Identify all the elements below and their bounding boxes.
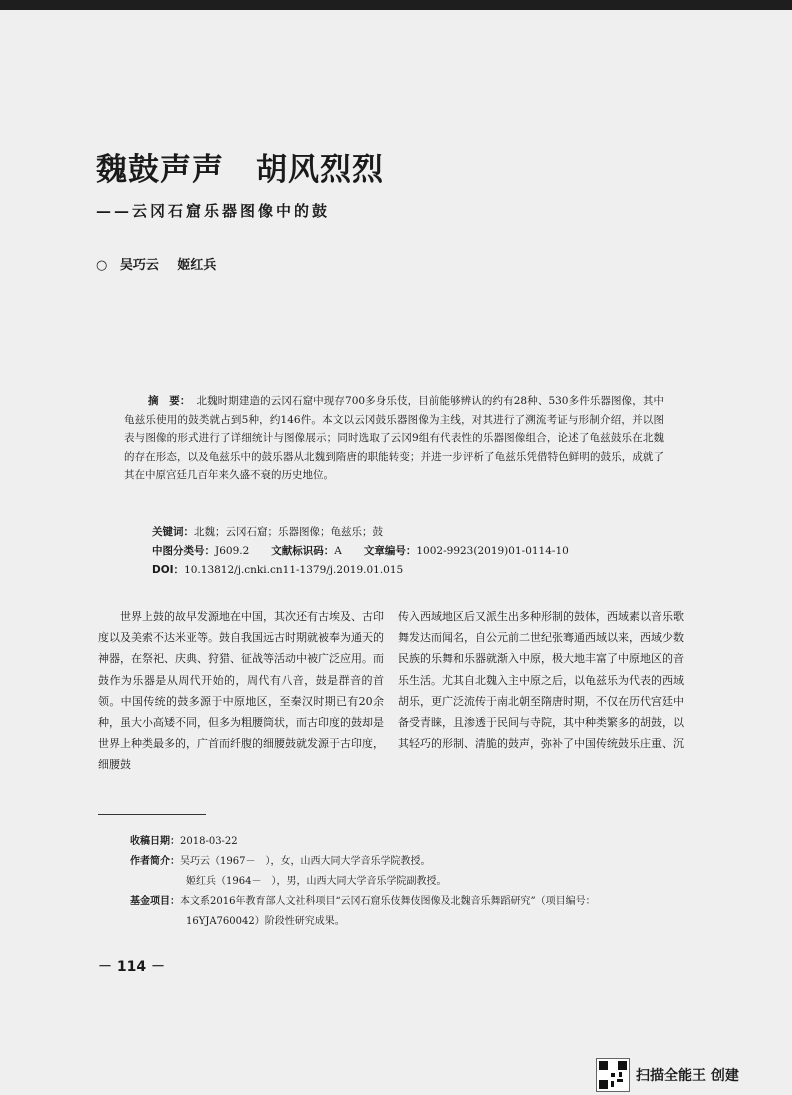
doi-label: DOI： [152, 564, 185, 576]
doi-line [152, 562, 403, 577]
scanner-watermark [596, 1058, 739, 1092]
author-marker: ○ [96, 258, 108, 273]
received-value: 2018-03-22 [180, 836, 238, 847]
author-info-value: 姬红兵（1964－ ），男，山西大同大学音乐学院副教授。 [186, 876, 447, 887]
clc-value: J609.2 [215, 545, 250, 557]
abstract [124, 392, 664, 485]
received-date-line [130, 832, 690, 852]
article-no-label: 文章编号： [363, 545, 417, 557]
body-column-left: 世界上鼓的故早发源地在中国，其次还有古埃及、古印度以及美索不达米亚等。鼓自我国远古时期就被奉为通天的神器，在祭祀、庆典、狩猎、征战等活动中被广泛应用。而鼓作为乐器是从周代开始的，周代有八音，鼓是群音的首领。中国传统的鼓多源于中原地区，至秦汉时期已有20余种，虽大小高矮不同，但多为粗腰筒状，而古印度的鼓却是世界上种类最多的，广首而纤腹的细腰鼓就发源于古印度，细腰鼓 [98, 610, 384, 772]
article-title: 魏鼓声声 胡风烈烈 [96, 152, 384, 188]
abstract-text: 北魏时期建造的云冈石窟中现存700多身乐伎，目前能够辨认的约有28种、530多件乐器图像，其中龟兹乐使用的鼓类就占到5种，约146件。本文以云冈鼓乐器图像为主线，对其进行了溯流考证与形制介绍，并以图表与图像的形式进行了详细统计与图像展示；同时选取了云冈9组有代表性的乐器图像组合，论述了龟兹鼓乐在北魏的存在形态，以及龟兹乐中的鼓乐器从北魏到隋唐的职能转变；并进一步评析了龟兹乐凭借特色鲜明的鼓乐，成就了其在中原宫廷几百年来久盛不衰的历史地位。 [124, 395, 664, 481]
author-name: 姬红兵 [177, 258, 217, 273]
footnote-divider [98, 814, 206, 815]
received-label: 收稿日期： [130, 836, 180, 847]
doc-code-value: A [334, 545, 342, 557]
fund-value: 本文系2016年教育部人文社科项目“云冈石窟乐伎舞伎图像及北魏音乐舞蹈研究”（项目编号： [180, 896, 596, 907]
keywords-value: 北魏；云冈石窟；乐器图像；龟兹乐；鼓 [194, 526, 383, 538]
page-number: － 114 － [98, 959, 165, 975]
author-info-line [130, 872, 690, 892]
author-name: 吴巧云 [119, 258, 159, 273]
doi-value: 10.13812/j.cnki.cn11-1379/j.2019.01.015 [184, 564, 404, 576]
keywords-label: 关键词： [152, 526, 194, 538]
doc-code-label: 文献标识码： [271, 545, 335, 557]
qr-code-icon [596, 1058, 630, 1092]
author-line [96, 254, 230, 273]
fund-line [130, 912, 690, 932]
watermark-text: 扫描全能王 创建 [636, 1068, 739, 1084]
fund-value: 16YJA760042）阶段性研究成果。 [186, 916, 345, 927]
fund-line [130, 892, 690, 912]
author-info-value: 吴巧云（1967－ ），女，山西大同大学音乐学院教授。 [180, 856, 431, 867]
keywords-line [152, 524, 383, 539]
fund-label: 基金项目： [130, 896, 180, 907]
document-page [0, 10, 792, 1095]
author-info-line [130, 852, 690, 872]
article-subtitle: ——云冈石窟乐器图像中的鼓 [96, 202, 331, 220]
classification-line [152, 543, 569, 558]
body-column-right: 传入西域地区后又派生出多种形制的鼓体，西域素以音乐歌舞发达而闻名，自公元前二世纪张骞通西域以来，西域少数民族的乐舞和乐器就渐入中原，极大地丰富了中原地区的音乐生活。尤其自北魏入主中原之后，以龟兹乐为代表的西域胡乐，更广泛流传于南北朝至隋唐时期，不仅在历代宫廷中备受青睐，且渗透于民间与寺院，其中种类繁多的胡鼓，以其轻巧的形制、清脆的鼓声，弥补了中国传统鼓乐庄重、沉 [398, 610, 684, 751]
abstract-label: 摘 要： [148, 395, 191, 407]
clc-label: 中图分类号： [152, 545, 215, 557]
footnotes [130, 832, 690, 932]
author-info-label: 作者简介： [130, 856, 180, 867]
article-no-value: 1002-9923(2019)01-0114-10 [416, 545, 569, 557]
